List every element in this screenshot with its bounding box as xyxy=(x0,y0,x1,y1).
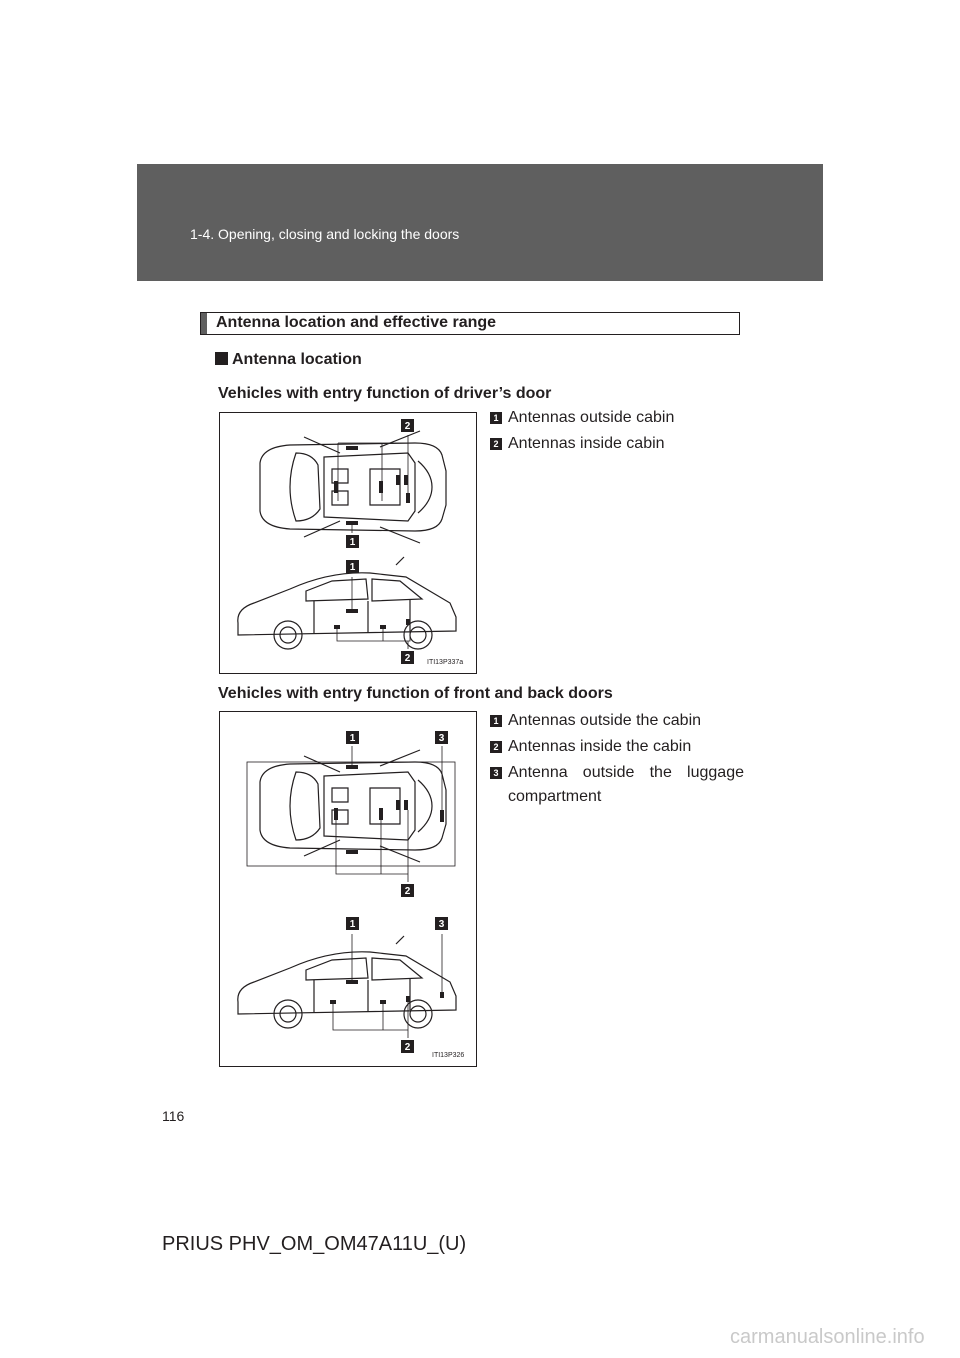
svg-text:1: 1 xyxy=(349,733,356,744)
number-badge: 1 xyxy=(490,715,502,727)
number-badge: 2 xyxy=(490,438,502,450)
legend-item xyxy=(490,709,744,733)
antenna-marks-top xyxy=(334,765,444,854)
antenna-marks-top xyxy=(334,446,410,525)
legend-item xyxy=(490,432,744,456)
figure-code: ITI13P337a xyxy=(427,659,464,666)
leader-lines-side xyxy=(333,934,442,1038)
car-diagram-2 xyxy=(220,712,476,1066)
block-1-title: Vehicles with entry function of driver’s door xyxy=(218,385,552,402)
section-heading: Antenna location and effective range xyxy=(216,314,497,331)
number-badge: 3 xyxy=(490,767,502,779)
svg-text:1: 1 xyxy=(349,537,356,548)
figure-driver-door-antennas xyxy=(219,412,477,674)
legend-text: Antennas outside the cabin xyxy=(508,712,702,729)
subheading-text: Antenna location xyxy=(232,351,362,368)
svg-text:2: 2 xyxy=(404,1042,411,1053)
page-number: 116 xyxy=(162,1108,185,1124)
section-title: 1-4. Opening, closing and locking the doors xyxy=(190,226,460,242)
number-badge: 2 xyxy=(490,741,502,753)
car-diagram-1 xyxy=(220,413,476,673)
legend-item xyxy=(490,406,744,430)
svg-text:3: 3 xyxy=(438,733,445,744)
heading-accent-bar xyxy=(201,313,207,334)
legend-text: Antennas outside cabin xyxy=(508,409,675,426)
legend-text: Antennas inside the cabin xyxy=(508,738,692,755)
antenna-marks-side xyxy=(330,980,444,1004)
number-badge: 1 xyxy=(490,412,502,424)
svg-text:2: 2 xyxy=(404,421,411,432)
legend-item xyxy=(490,761,744,809)
legend-item xyxy=(490,735,744,759)
legend-text: Antenna outside the luggage compartment xyxy=(508,764,744,805)
svg-text:3: 3 xyxy=(438,919,445,930)
figure-front-back-door-antennas xyxy=(219,711,477,1067)
callout-badges xyxy=(346,731,448,1053)
footer-code: PRIUS PHV_OM_OM47A11U_(U) xyxy=(162,1233,467,1255)
subheading xyxy=(215,351,362,369)
square-bullet-icon xyxy=(215,352,228,365)
section-heading-box xyxy=(200,312,740,335)
svg-text:1: 1 xyxy=(349,919,356,930)
block-2-title: Vehicles with entry function of front and back doors xyxy=(218,685,613,702)
svg-text:2: 2 xyxy=(404,653,411,664)
svg-text:1: 1 xyxy=(349,562,356,573)
svg-text:2: 2 xyxy=(404,886,411,897)
watermark[interactable]: carmanualsonline.info xyxy=(730,1326,925,1348)
header-band xyxy=(137,164,823,281)
figure-code: ITI13P326 xyxy=(432,1052,465,1059)
legend-text: Antennas inside cabin xyxy=(508,435,665,452)
antenna-marks-side xyxy=(334,609,410,629)
